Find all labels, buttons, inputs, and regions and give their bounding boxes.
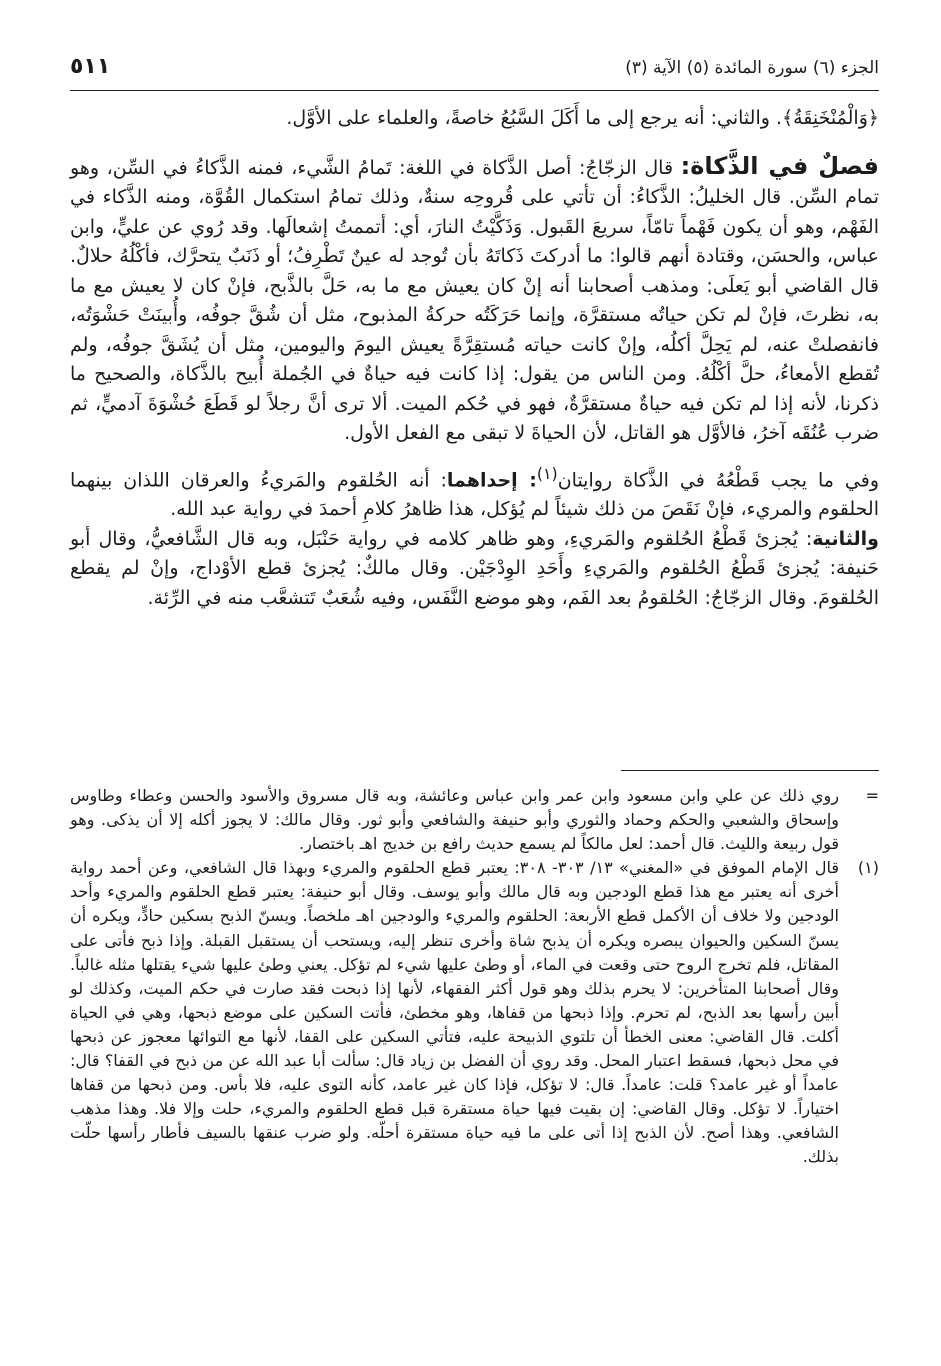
footnote-continuation-mark: = [865,786,879,805]
footnote-reference[interactable]: (١) [536,463,558,483]
footnote-number: (١) [857,858,879,878]
page-header [70,54,879,86]
first-narration-text: : أنه الحُلقوم والمَريءُ والعرقان اللذان بينهما الحلقوم والمريء، فإنْ نَقَصَ من ذلك شيئاً لم يُؤكل، هذا ظاهرُ كلامِ أحمدَ في رواية عبد الله. [70,468,879,521]
footnote-divider [621,770,879,771]
footnotes [70,784,879,1170]
section-body-text: قال الزجّاجُ: أصل الذَّكاة في اللغة: تَمامُ الشَّيء، فمنه الذَّكاءُ في السِّن، وهو تمام السِّن. قال الخليلُ: الذَّكاءُ: أن تأتي على قُروحِه سنةٌ، وذلك تمامُ استكمال القُوَّة، ومنه الذَّكاء في الفَهْم، وهو أن يكون فَهْماً تامّاً، سريعَ القَبول. وَذَكَّيْتُ النارَ، أي: أتممتُ إشعالَها. وقد رُوي عن عليٍّ، وابن عباس، والحسَن، وقتادة أنهم قالوا: ما أدركتَ ذَكاتَهُ بأن تُوجد له عينٌ تَطْرِفُ؛ أو ذَنَبٌ يتحرَّك، فأكْلُهُ حلالٌ. قال القاضي أبو يَعلَى: ومذهب أصحابنا أنه إنْ كان يعيش مع ما به، حَلَّ بالذَّبح، فإنْ كان لا يعيش مع ما به، نظرتَ، فإنْ لم تكن حياتُه مستقرَّة، وإنما حَرَكَتُه حركةُ المذبوح، مثل أن شُقَّ جوفُه، وأُبينَتْ حَشْوَتُه، فانفصلتْ عنه، لم يَحِلَّ أكلُه، وإنْ كانت حياته مُستقِرَّةً يعيش اليومَ واليومين، مثل أن يُشَقَّ جوفُه، ولم تُقطع الأمعاءُ، حلَّ أكْلُهُ. ومن الناس من يقول: إذا كانت فيه حياةٌ في الجُملة أُبيح بالذَّكاة، والصحيح ما ذكرنا، لأنه إذا لم تكن فيه حياةٌ مستقرَّةٌ، فهو في حُكم الميت. ألا ترى أنَّ رجلاً لو قَطَعَ حُشْوَةَ آدميٍّ، ثم ضرب عُنُقَه آخرُ، فالأوَّل هو القاتل، لأن الحياةَ لا تبقى مع الفعل الأول. [70,156,879,444]
section-heading: فصلٌ في الذَّكاة: [680,151,879,180]
running-title: الجزء (٦) سورة المائدة (٥) الآية (٣) [625,58,879,78]
label-second-narration: والثانية [812,527,879,550]
header-divider [70,90,879,91]
footnote-text: قال الإمام الموفق في «المغني» ١٣/ ٣٠٣- ٣٠٨: يعتبر قطع الحلقوم والمريء وبهذا قال الشافعي، وعن أحمد رواية أخرى أنه يعتبر مع هذا قطع الودجين وبه قال مالك وأبو يوسف. وقال أبو حنيفة: يعتبر قطع الحلقوم والمريء وأحد الودجين ولا خلاف أن الأكمل قطع الأربعة: الحلقوم والمريء والودجين اهـ ملخصاً. ويسنّ الذبح بسكين حادٍّ، ويكره أن يسنّ السكين والحيوان يبصره ويكره أن يذبح شاة وأخرى تنظر إليه، ويستحب أن يستقبل القبلة. وإذا ذبح فأتى على المقاتل، فلم تخرج الروح حتى وقعت في الماء، أو وطئ عليها شيء لم تؤكل. يعني وطئ عليها شيء يقتلها مثله غالباً. وقال أصحابنا المتأخرين: لا يحرم بذلك وهو قول أكثر الفقهاء، لأنها إذا ذبحت فقد صارت في حكم الميت، وكذلك لو أبين رأسها بعد الذبح، لم تحرم. وإذا ذبحها من قفاها، وهو مخطئ، فأتت السكين على موضع ذبحها، وهي في الحياة أكلت. قال القاضي: معنى الخطأ أن تلتوي الذبيحة عليه، فتأتي السكين على القفا، لأنها مع التوائها معجوز عن ذبحها في محل ذبحها، فسقط اعتبار المحل. وقد روي أن الفضل بن زياد قال: سألت أبا عبد الله عن من ذبح في القفا؟ قال: عامداً أو غير عامد؟ قلت: عامداً. قال: لا تؤكل، فإذا كان غير عامد، كأنه التوى عليه، فلا بأس. ومن ذبحها من قفاها اختياراً. لا تؤكل. وقال القاضي: إن بقيت فيها حياة مستقرة قبل قطع الحلقوم والمريء، حلت وإلا فلا. وهذا مذهب الشافعي. وهذا أصح. لأن الذبح إذا أتى على ما فيه حياة مستقرة أحلّه. ولو ضرب عنقها بالسيف فأطار رأسها حلّت بذلك. [70,858,840,1167]
second-narration-text: : يُجزئ قَطْعُ الحُلقوم والمَريءِ، وهو ظاهر كلامه في رواية حَنْبَل، وبه قال الشَّافعيُّ، وقال أبو حَنيفة: يُجزئ قَطْعُ الحُلقوم والمَريءِ وأَحَدِ الوِدْجَيْن. وقال مالكٌ: يُجزئ قطع الأوْداج، وإنْ لم يقطع الحُلقومَ. وقال الزجّاجُ: الحُلقومُ بعد الفَم، وهو موضع النَّفَس، وفيه شُعَبٌ تَتشعَّب منه في الرِّئة. [70,527,879,609]
page-number: ٥١١ [70,54,111,79]
footnote-text: روي ذلك عن علي وابن مسعود وابن عمر وابن عباس وعائشة، وبه قال مسروق والأسود والحسن وعطاء وطاوس وإسحاق والشعبي والحكم وحماد والثوري وأبو حنيفة والشافعي وأبو ثور. وقال مالك: لا يجوز أكله إلا أن يذكى. وهو قول ربيعة والليث. قال أحمد: لعل مالكاً لم يسمع حديث رافع بن خديج اهـ باختصار. [70,786,839,854]
label-first-narration: : إحداهما [446,468,537,491]
footnote-continued [70,784,879,856]
paragraph-section-dhakat [70,152,879,449]
footnote-1 [70,856,879,1169]
main-text [70,104,879,613]
paragraph-second-narration [70,525,879,614]
paragraph-1: ﴿وَالْمُنْخَنِقَةُ﴾. والثاني: أنه يرجع إلى ما أَكَلَ السَّبُعُ خاصةً، والعلماء على الأوَّل. [286,107,879,129]
riwayatan-lead: وفي ما يجب قَطْعُهُ في الذَّكاة روايتان [557,468,879,491]
paragraph-riwayatan [70,459,879,525]
